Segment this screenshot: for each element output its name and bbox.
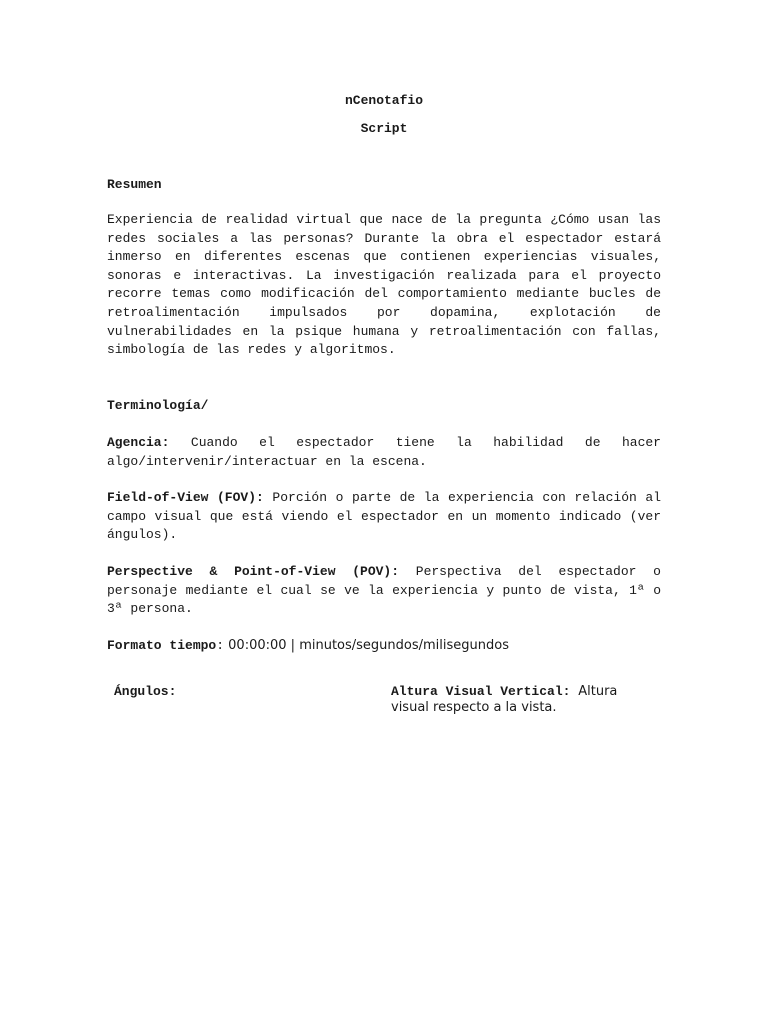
altura-term: Altura Visual Vertical:	[391, 684, 571, 699]
altura-visual-vertical	[391, 684, 661, 716]
term-label: Agencia:	[107, 435, 170, 450]
term-pov	[107, 563, 661, 619]
altura-def-line2: visual respecto a la vista.	[391, 700, 557, 715]
document-subtitle: Script	[360, 121, 408, 136]
term-label: Field-of-View (FOV):	[107, 490, 264, 505]
term-label: Perspective & Point-of-View (POV):	[107, 564, 400, 579]
term-definition: Cuando el espectador tiene la habilidad de hacer algo/intervenir/interactuar en la escena.	[107, 435, 661, 469]
formato-colon: :	[216, 638, 225, 653]
term-definition: Porción o parte de la experiencia con relación al campo visual que está viendo el espectador en un momento indicado (ver ángulos).	[107, 490, 661, 543]
altura-line-1	[391, 684, 661, 700]
resumen-heading: Resumen	[107, 177, 162, 192]
resumen-paragraph: Experiencia de realidad virtual que nace de la pregunta ¿Cómo usan las redes sociales a las personas? Durante la obra el espectador estará inmerso en diferentes escenas que contienen experiencias visuales, sonoras e interactivas. La investigación realizada para el proyecto recorre temas como modificación del comportamiento mediante bucles de retroalimentación impulsados por dopamina, explotación de vulnerabilidades en la psique humana y retroalimentación con fallas, simbología de las redes y algoritmos.	[107, 212, 661, 358]
formato-value: 00:00:00 | minutos/segundos/milisegundos	[224, 638, 509, 653]
term-agencia	[107, 434, 661, 471]
terminologia-heading: Terminología/	[107, 398, 209, 413]
term-fov	[107, 489, 661, 545]
document-title: nCenotafio	[344, 93, 423, 108]
altura-def-line1: Altura	[578, 684, 618, 699]
angulos-label: Ángulos:	[114, 684, 177, 699]
term-definition: Perspectiva del espectador o personaje mediante el cual se ve la experiencia y punto de vista, 1ª o 3ª persona.	[107, 564, 661, 617]
formato-label: Formato tiempo	[107, 638, 217, 653]
formato-tiempo	[107, 637, 661, 656]
